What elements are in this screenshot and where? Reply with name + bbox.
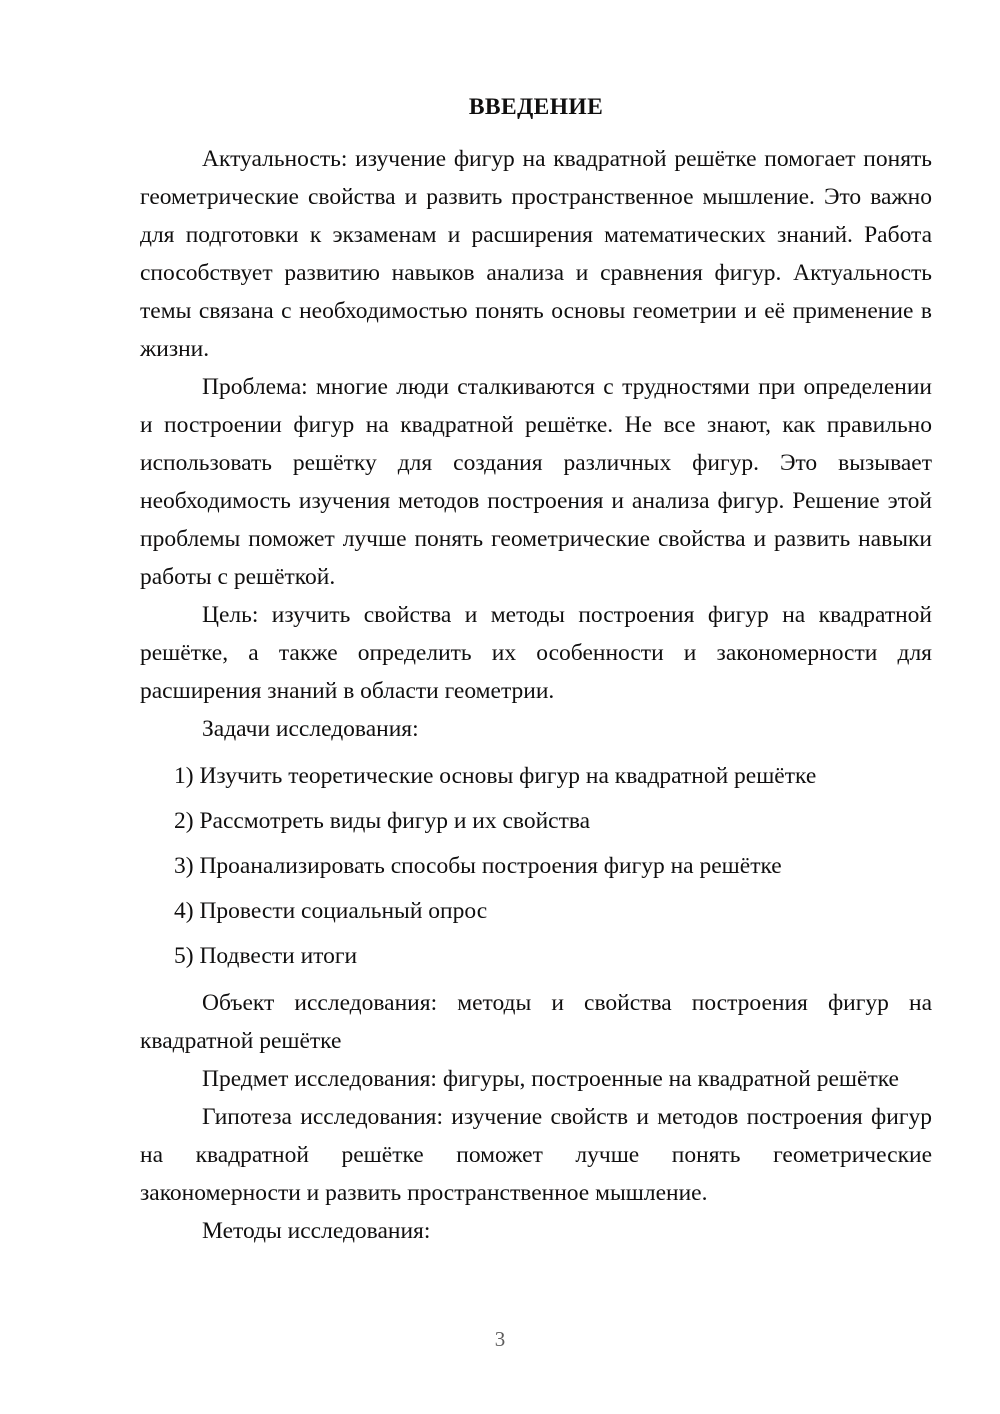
paragraph-problem: Проблема: многие люди сталкиваются с трудностями при определении и построении фигур на квадратной решётке. Не все знают, как правильно использовать решётку для создания различных фигур. Это вызывает необходимость изучения методов построения и анализа фигур. Решение этой проблемы поможет лучше понять геометрические свойства и развить навыки работы с решёткой. — [140, 374, 932, 590]
paragraph-subject: Предмет исследования: фигуры, построенные на квадратной решётке — [202, 1066, 899, 1092]
page-title: ВВЕДЕНИЕ — [468, 94, 604, 120]
paragraph-object: Объект исследования: методы и свойства построения фигур на квадратной решётке — [140, 990, 932, 1054]
tasks-heading: Задачи исследования: — [202, 716, 419, 742]
methods-heading: Методы исследования: — [202, 1218, 431, 1244]
paragraph-goal: Цель: изучить свойства и методы построения фигур на квадратной решётке, а также определить их особенности и закономерности для расширения знаний в области геометрии. — [140, 602, 932, 704]
tasks-list — [140, 757, 932, 975]
document-body — [140, 92, 932, 1250]
list-item: 3) Проанализировать способы построения фигур на решётке — [174, 853, 782, 879]
list-item: 5) Подвести итоги — [174, 943, 358, 969]
page-number: 3 — [494, 1327, 506, 1351]
paragraph-hypothesis: Гипотеза исследования: изучение свойств и методов построения фигур на квадратной решётке поможет лучше понять геометрические закономерности и развить пространственное мышление. — [140, 1104, 932, 1206]
paragraph-relevance: Актуальность: изучение фигур на квадратной решётке помогает понять геометрические свойства и развить пространственное мышление. Это важно для подготовки к экзаменам и расширения математических знаний. Работа способствует развитию навыков анализа и сравнения фигур. Актуальность темы связана с необходимостью понять основы геометрии и её применение в жизни. — [140, 146, 932, 362]
list-item: 2) Рассмотреть виды фигур и их свойства — [174, 808, 591, 834]
list-item: 4) Провести социальный опрос — [174, 898, 488, 924]
list-item: 1) Изучить теоретические основы фигур на квадратной решётке — [174, 763, 817, 789]
